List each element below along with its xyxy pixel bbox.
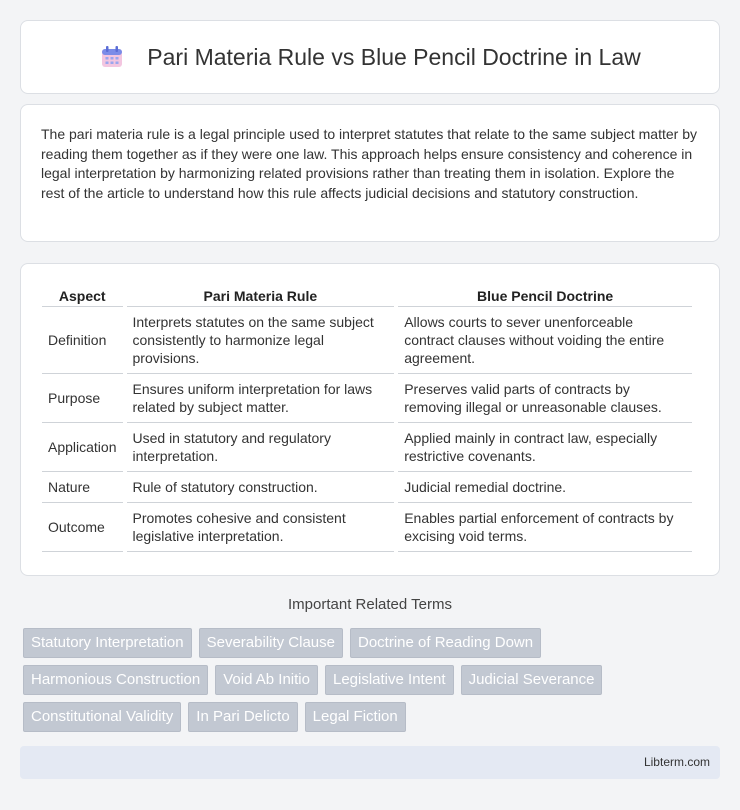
row-blue-pencil: Judicial remedial doctrine. (398, 472, 692, 503)
calendar-icon (99, 44, 125, 70)
row-pari-materia: Ensures uniform interpretation for laws related by subject matter. (127, 374, 395, 423)
row-aspect: Nature (42, 472, 123, 503)
row-pari-materia: Interprets statutes on the same subject consistently to harmonize legal provisions. (127, 307, 395, 374)
row-blue-pencil: Applied mainly in contract law, especially restrictive covenants. (398, 423, 692, 472)
term-tag[interactable]: Statutory Interpretation (23, 628, 192, 658)
comparison-table (38, 284, 696, 552)
term-tag[interactable]: Severability Clause (199, 628, 343, 658)
term-tag[interactable]: Legal Fiction (305, 702, 406, 732)
related-terms (23, 628, 723, 739)
title-card (20, 20, 720, 94)
term-tag[interactable]: Constitutional Validity (23, 702, 181, 732)
term-row (23, 665, 723, 695)
row-pari-materia: Used in statutory and regulatory interpretation. (127, 423, 395, 472)
page-title: Pari Materia Rule vs Blue Pencil Doctrine in Law (147, 43, 641, 70)
row-aspect: Outcome (42, 503, 123, 552)
table-row (42, 423, 692, 472)
term-tag[interactable]: Harmonious Construction (23, 665, 208, 695)
row-pari-materia: Rule of statutory construction. (127, 472, 395, 503)
table-row (42, 307, 692, 374)
header-aspect: Aspect (42, 284, 123, 307)
header-pari-materia: Pari Materia Rule (127, 284, 395, 307)
row-aspect: Definition (42, 307, 123, 374)
table-header-row (42, 284, 692, 307)
intro-text: The pari materia rule is a legal principle used to interpret statutes that relate to the same subject matter by reading them together as if they were one law. This approach helps ensure consistency and coherence in legal interpretation by harmonizing related provisions rather than treating them in isolation. Explore the rest of the article to understand how this rule affects judicial decisions and statutory construction. (41, 126, 697, 201)
table-row (42, 503, 692, 552)
header-blue-pencil: Blue Pencil Doctrine (398, 284, 692, 307)
footer-site[interactable]: Libterm.com (643, 755, 710, 769)
term-row (23, 702, 723, 732)
related-terms-title: Important Related Terms (288, 596, 452, 613)
row-aspect: Purpose (42, 374, 123, 423)
term-row (23, 628, 723, 658)
term-tag[interactable]: Doctrine of Reading Down (350, 628, 541, 658)
row-aspect: Application (42, 423, 123, 472)
term-tag[interactable]: Void Ab Initio (215, 665, 318, 695)
footer (20, 746, 720, 779)
term-tag[interactable]: Judicial Severance (461, 665, 603, 695)
term-tag[interactable]: In Pari Delicto (188, 702, 297, 732)
comparison-table-card (20, 263, 720, 576)
term-tag[interactable]: Legislative Intent (325, 665, 454, 695)
table-row (42, 374, 692, 423)
intro-card (20, 104, 720, 242)
table-row (42, 472, 692, 503)
row-blue-pencil: Preserves valid parts of contracts by removing illegal or unreasonable clauses. (398, 374, 692, 423)
row-pari-materia: Promotes cohesive and consistent legislative interpretation. (127, 503, 395, 552)
row-blue-pencil: Enables partial enforcement of contracts by excising void terms. (398, 503, 692, 552)
row-blue-pencil: Allows courts to sever unenforceable contract clauses without voiding the entire agreement. (398, 307, 692, 374)
